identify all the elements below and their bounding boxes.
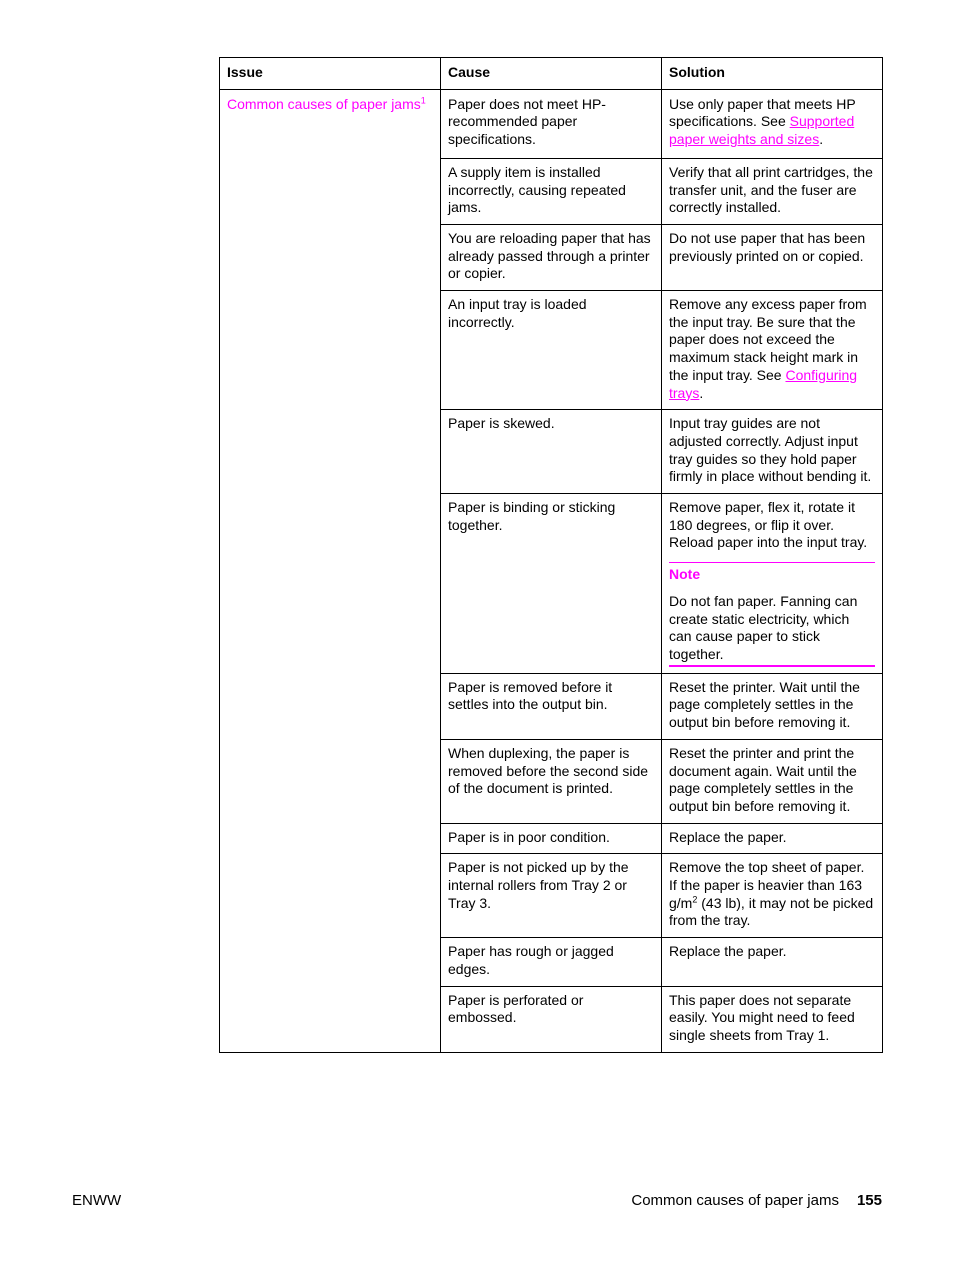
configuring-trays-link[interactable]: Configuring trays (669, 366, 858, 401)
footer-right (631, 1191, 882, 1211)
solution-cell: Input tray guides are not adjusted correctly. Adjust input tray guides so they hold paper firmly in place without bending it. (662, 410, 883, 494)
superscript-2: 2 (692, 894, 698, 905)
footer-section-title: Common causes of paper jams (631, 1192, 839, 1209)
footnote-marker[interactable]: 1 (420, 95, 426, 106)
cause-cell: When duplexing, the paper is removed before the second side of the document is printed. (441, 739, 662, 823)
cause-cell: A supply item is installed incorrectly, causing repeated jams. (441, 158, 662, 224)
cause-cell: Paper is removed before it settles into the output bin. (441, 673, 662, 739)
footer-left-label: ENWW (72, 1192, 122, 1209)
note-box (669, 562, 875, 667)
solution-cell: Replace the paper. (662, 823, 883, 854)
issue-cell (220, 89, 441, 1052)
paper-jam-table (219, 57, 883, 1053)
solution-cell: Do not use paper that has been previously printed on or copied. (662, 224, 883, 290)
supported-paper-link[interactable]: Supported paper weights and sizes (669, 113, 855, 148)
solution-cell (662, 494, 883, 674)
cause-cell: Paper is perforated or embossed. (441, 986, 662, 1052)
cause-cell: Paper is skewed. (441, 410, 662, 494)
solution-cell: Use only paper that meets HP specifications. See Supported paper weights and sizes. (662, 89, 883, 158)
solution-cell: This paper does not separate easily. You might need to feed single sheets from Tray 1. (662, 986, 883, 1052)
cause-cell: You are reloading paper that has already passed through a printer or copier. (441, 224, 662, 290)
solution-cell: Reset the printer. Wait until the page completely settles in the output bin before removing it. (662, 673, 883, 739)
cause-cell: Paper does not meet HP-recommended paper specifications. (441, 89, 662, 158)
issue-link[interactable]: Common causes of paper jams$^1$ (227, 95, 426, 112)
cause-cell: Paper is in poor condition. (441, 823, 662, 854)
solution-text: Remove paper, flex it, rotate it 180 degrees, or flip it over. Reload paper into the input tray. (669, 499, 868, 551)
header-issue: Issue (220, 58, 441, 90)
page-number: 155 (856, 1192, 882, 1209)
note-text: Do not fan paper. Fanning can create static electricity, which can cause paper to stick together. (669, 592, 858, 662)
note-label: Note (669, 566, 701, 583)
solution-cell: Remove the top sheet of paper. If the paper is heavier than 163 $g/m^2$ (43 lb), it may not be picked from the tray. (662, 854, 883, 938)
header-cause: Cause (441, 58, 662, 90)
solution-cell: Verify that all print cartridges, the transfer unit, and the fuser are correctly installed. (662, 158, 883, 224)
cause-cell: Paper is not picked up by the internal rollers from Tray 2 or Tray 3. (441, 854, 662, 938)
solution-cell: Replace the paper. (662, 938, 883, 986)
table-row (220, 89, 883, 158)
cause-cell: An input tray is loaded incorrectly. (441, 291, 662, 410)
cause-cell: Paper is binding or sticking together. (441, 494, 662, 674)
header-solution: Solution (662, 58, 883, 90)
cause-cell: Paper has rough or jagged edges. (441, 938, 662, 986)
table-header-row (220, 58, 883, 90)
solution-cell: Reset the printer and print the document again. Wait until the page completely settles in the output bin before removing it. (662, 739, 883, 823)
solution-cell: Remove any excess paper from the input tray. Be sure that the paper does not exceed the maximum stack height mark in the input tray. See Configuring trays. (662, 291, 883, 410)
